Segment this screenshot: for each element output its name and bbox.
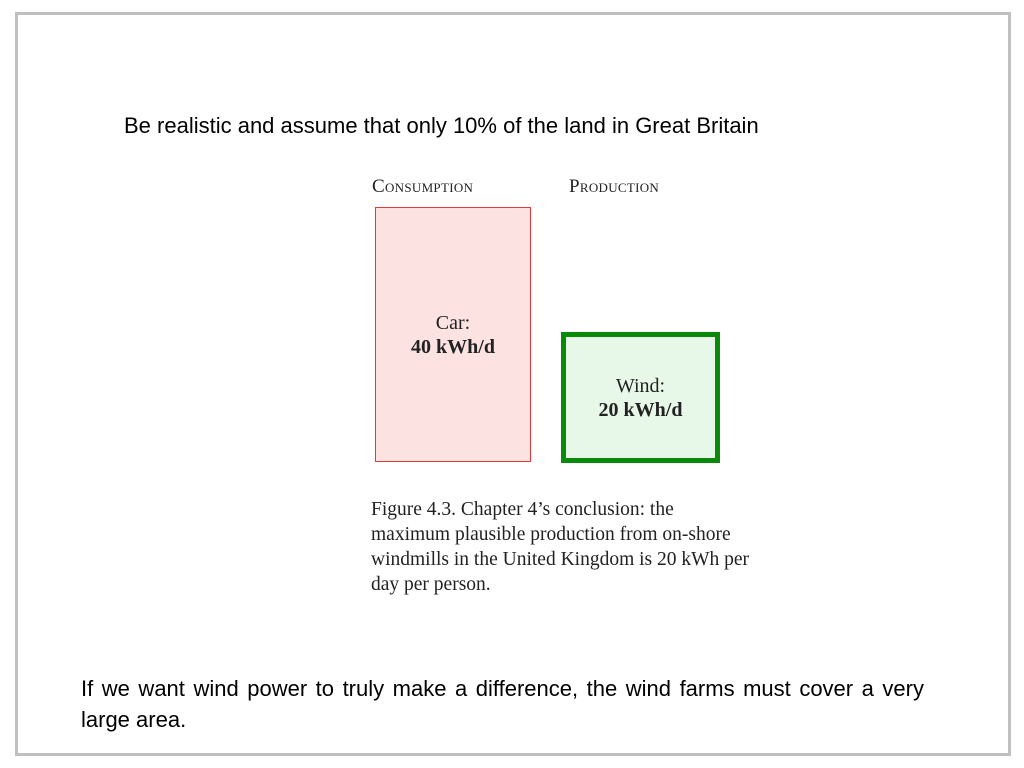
- car-label: Car:: [435, 311, 471, 334]
- conclusion-text: If we want wind power to truly make a difference, the wind farms must cover a very large area.: [81, 676, 924, 732]
- wind-label: Wind:: [615, 374, 666, 397]
- production-wind-box: [561, 332, 720, 463]
- wind-value: 20 kWh/d: [598, 398, 683, 421]
- production-heading: Production: [569, 176, 660, 197]
- consumption-car-box: [375, 207, 531, 462]
- consumption-heading: Consumption: [372, 176, 474, 197]
- car-value: 40 kWh/d: [411, 335, 495, 358]
- figure-caption: Figure 4.3. Chapter 4’s conclusion: the maximum plausible production from on-shore windmills in the United Kingdom is 20 kWh per day per person.: [371, 499, 750, 595]
- intro-text: Be realistic and assume that only 10% of the land in Great Britain: [124, 113, 759, 138]
